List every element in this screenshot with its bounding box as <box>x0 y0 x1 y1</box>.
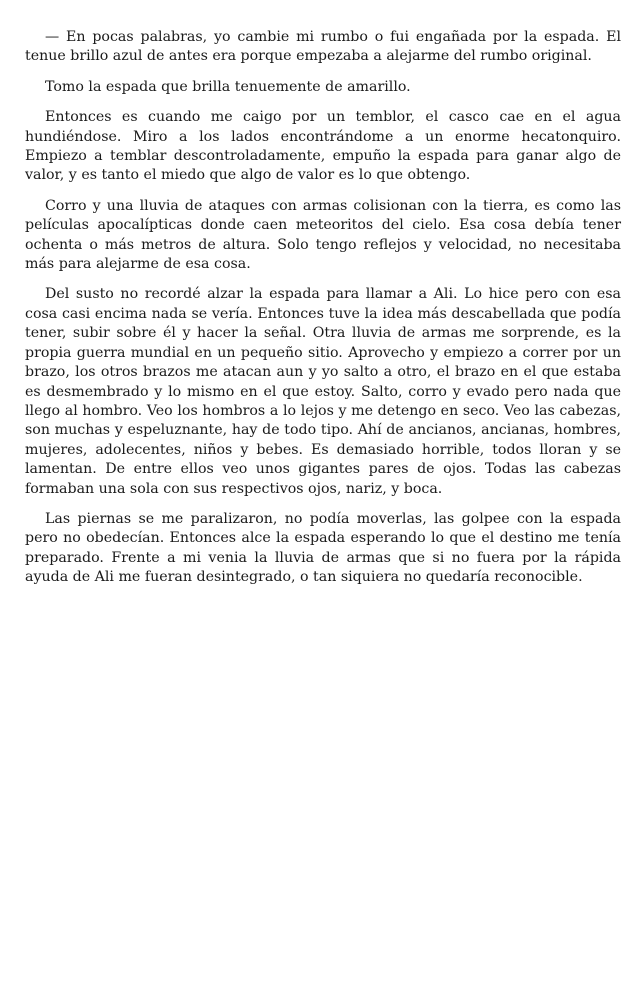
paragraph: Corro y una lluvia de ataques con armas colisionan con la tierra, es como las películas apocalípticas donde caen meteoritos del cielo. Esa cosa debía tener ochenta o más metros de altura. Solo tengo reflejos y velocidad, no necesitaba más para alejarme de esa cosa. <box>25 197 621 273</box>
paragraph: Entonces es cuando me caigo por un temblor, el casco cae en el agua hundiéndose. Miro a los lados encontrándome a un enorme hecatonquiro. Empiezo a temblar descontroladamente, empuño la espada para ganar algo de valor, y es tanto el miedo que algo de valor es lo que obtengo. <box>25 109 621 184</box>
paragraph: Tomo la espada que brilla tenuemente de amarillo. <box>45 78 411 95</box>
document-page <box>25 28 621 599</box>
paragraph: Las piernas se me paralizaron, no podía moverlas, las golpee con la espada pero no obedecían. Entonces alce la espada esperando lo que el destino me tenía preparado. Frente a mi venia la lluvia de armas que si no fuera por la rápida ayuda de Ali me fueran desintegrado, o tan siquiera no quedaría reconocible. <box>25 510 621 586</box>
paragraph-dialogue: — En pocas palabras, yo cambie mi rumbo o fui engañada por la espada. El tenue brillo azul de antes era porque empezaba a alejarme del rumbo original. <box>25 29 621 65</box>
paragraph: Del susto no recordé alzar la espada para llamar a Ali. Lo hice pero con esa cosa casi encima nada se vería. Entonces tuve la idea más descabellada que podía tener, subir sobre él y hacer la señal. Otra lluvia de armas me sorprende, es la propia guerra mundial en un pequeño sitio. Aprovecho y empiezo a correr por un brazo, los otros brazos me atacan aun y yo salto a otro, el brazo en el que estaba es desmembrado y lo mismo en el que estoy. Salto, corro y evado pero nada que llego al hombro. Veo los hombros a lo lejos y me detengo en seco. Veo las cabezas, son muchas y espeluznante, hay de todo tipo. Ahí de ancianos, ancianas, hombres, mujeres, adolecentes, niños y bebes. Es demasiado horrible, todos lloran y se lamentan. De entre ellos veo unos gigantes pares de ojos. Todas las cabezas formaban una sola con sus respectivos ojos, nariz, y boca. <box>25 286 621 497</box>
